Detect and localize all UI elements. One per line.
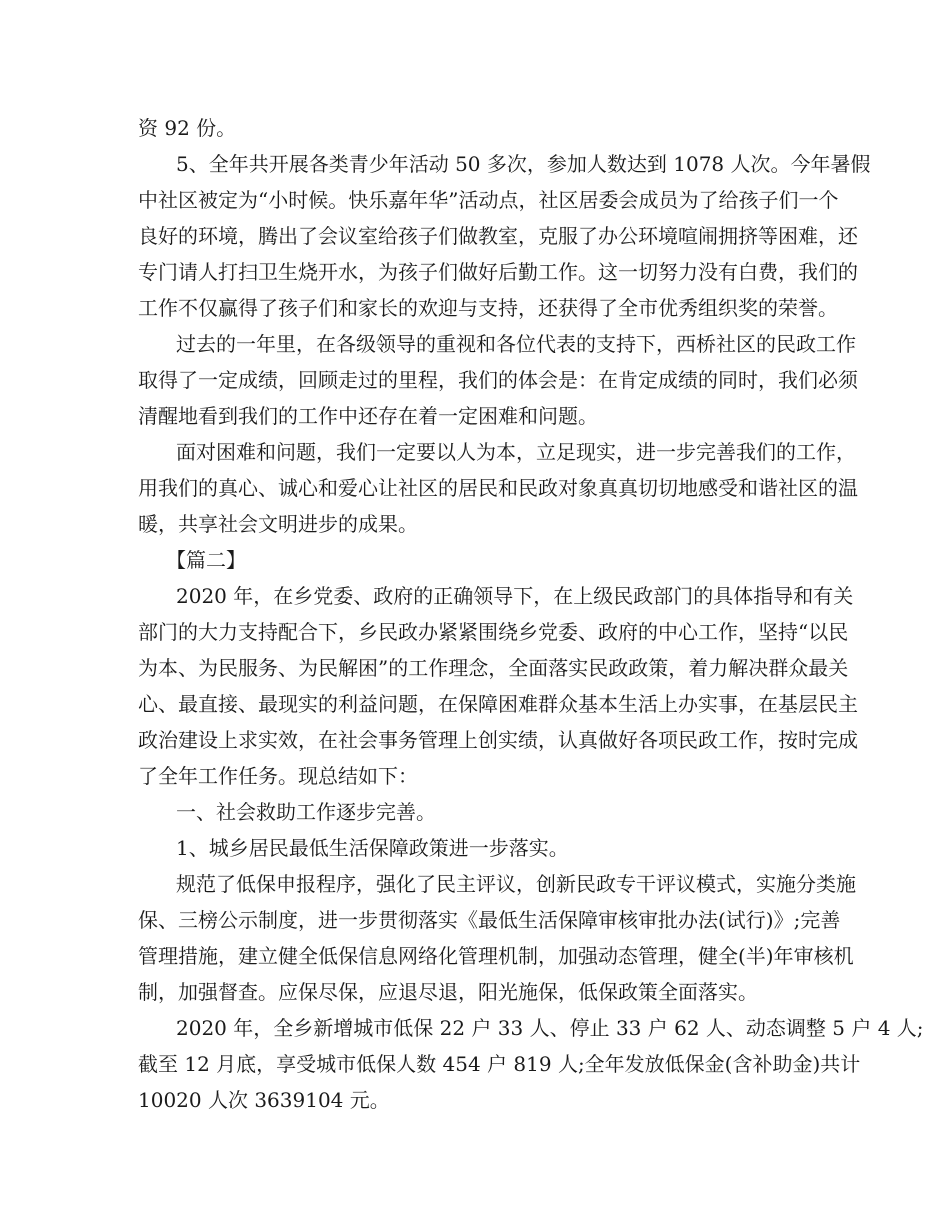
text-line: 为本、为民服务、为民解困”的工作理念，全面落实民政政策，着力解决群众最关 <box>138 656 849 680</box>
text-line: 1、城乡居民最低生活保障政策进一步落实。 <box>176 836 569 860</box>
text-line: 面对困难和问题，我们一定要以人为本，立足现实，进一步完善我们的工作， <box>176 440 856 464</box>
text-line: 中社区被定为“小时候。快乐嘉年华”活动点，社区居委会成员为了给孩子们一个 <box>138 188 839 212</box>
text-line: 资 92 份。 <box>138 116 237 140</box>
section-heading: 【篇二】 <box>166 548 246 572</box>
text-line: 一、社会救助工作逐步完善。 <box>176 800 436 824</box>
text-line: 制，加强督查。应保尽保，应退尽退，阳光施保，低保政策全面落实。 <box>138 980 758 1004</box>
text-line: 取得了一定成绩，回顾走过的里程，我们的体会是：在肯定成绩的同时，我们必须 <box>138 368 858 392</box>
text-line: 政治建设上求实效，在社会事务管理上创实绩，认真做好各项民政工作，按时完成 <box>138 728 858 752</box>
text-line: 用我们的真心、诚心和爱心让社区的居民和民政对象真真切切地感受和谐社区的温 <box>138 476 858 500</box>
text-line: 过去的一年里，在各级领导的重视和各位代表的支持下，西桥社区的民政工作 <box>176 332 856 356</box>
text-line: 工作不仅赢得了孩子们和家长的欢迎与支持，还获得了全市优秀组织奖的荣誉。 <box>138 296 838 320</box>
text-line: 心、最直接、最现实的利益问题，在保障困难群众基本生活上办实事，在基层民主 <box>138 692 858 716</box>
text-line: 专门请人打扫卫生烧开水，为孩子们做好后勤工作。这一切努力没有白费，我们的 <box>138 260 858 284</box>
text-line: 良好的环境，腾出了会议室给孩子们做教室，克服了办公环境喧闹拥挤等困难，还 <box>138 224 858 248</box>
text-line: 规范了低保申报程序，强化了民主评议，创新民政专干评议模式，实施分类施 <box>176 872 856 896</box>
text-line: 部门的大力支持配合下，乡民政办紧紧围绕乡党委、政府的中心工作，坚持“以民 <box>138 620 849 644</box>
text-line: 暖，共享社会文明进步的成果。 <box>138 512 418 536</box>
text-line: 了全年工作任务。现总结如下： <box>138 764 418 788</box>
text-line: 保、三榜公示制度，进一步贯彻落实《最低生活保障审核审批办法(试行)》;完善 <box>138 908 841 932</box>
text-line: 管理措施，建立健全低保信息网络化管理机制，加强动态管理，健全(半)年审核机 <box>138 944 854 968</box>
text-line: 2020 年，全乡新增城市低保 22 户 33 人、停止 33 户 62 人、动态调整 5 户 4 人; <box>176 1016 924 1040</box>
text-line: 截至 12 月底，享受城市低保人数 454 户 819 人;全年发放低保金(含补助金)共计 <box>138 1052 861 1076</box>
text-line: 2020 年，在乡党委、政府的正确领导下，在上级民政部门的具体指导和有关 <box>176 584 854 608</box>
text-line: 清醒地看到我们的工作中还存在着一定困难和问题。 <box>138 404 598 428</box>
text-line: 5、全年共开展各类青少年活动 50 多次，参加人数达到 1078 人次。今年暑假 <box>176 152 871 176</box>
text-line: 10020 人次 3639104 元。 <box>138 1088 390 1112</box>
